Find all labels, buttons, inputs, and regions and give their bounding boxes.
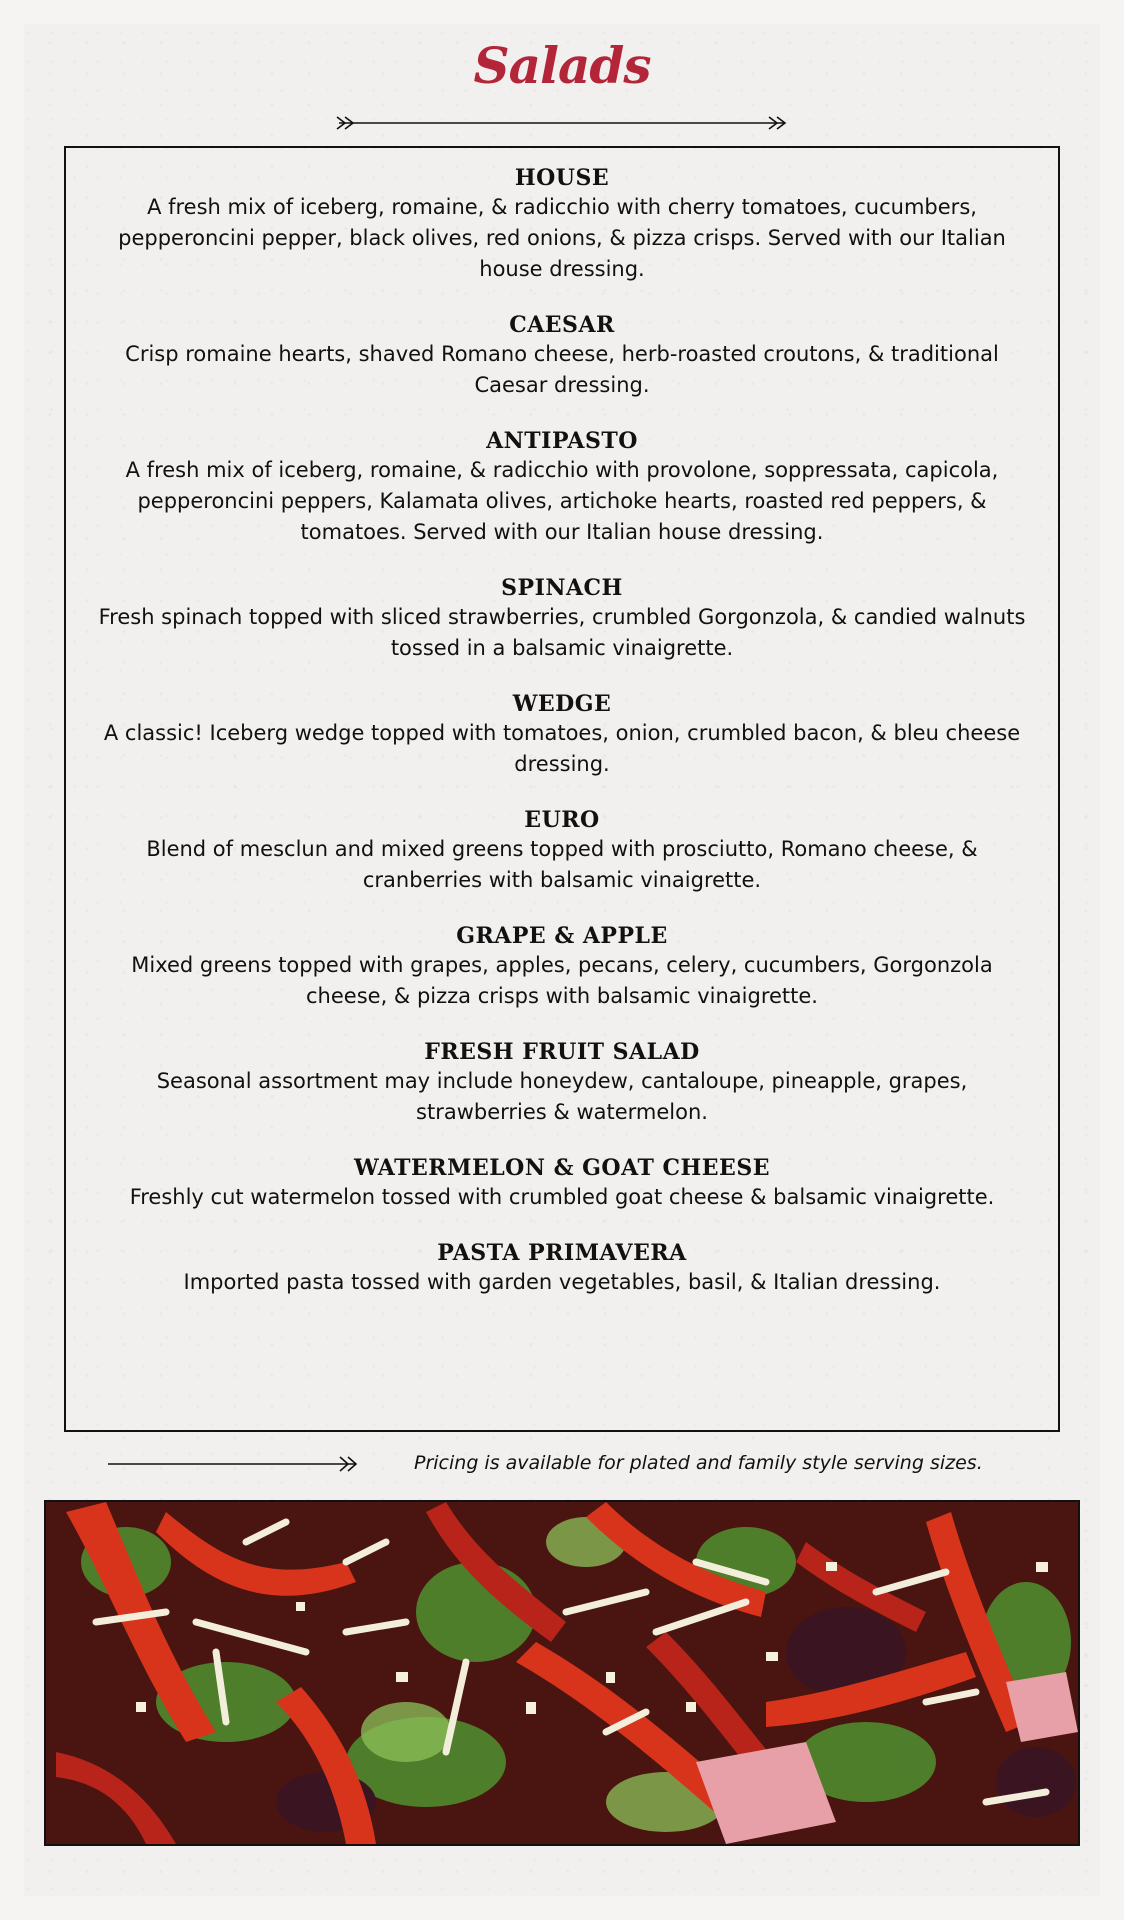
page-title: Salads — [473, 36, 651, 95]
item-description: Fresh spinach topped with sliced strawberries, crumbled Gorgonzola, & candied walnuts tossed in a balsamic vinaigrette. — [98, 605, 1026, 660]
item-name: EURO — [524, 807, 600, 833]
item-description: Freshly cut watermelon tossed with crumbled goat cheese & balsamic vinaigrette. — [129, 1185, 995, 1209]
item-name: GRAPE & APPLE — [456, 923, 668, 949]
item-description: A fresh mix of iceberg, romaine, & radicchio with cherry tomatoes, cucumbers, pepperoncini pepper, black olives, red onions, & pizza crisps. Served with our Italian house dressing. — [118, 195, 1006, 281]
menu-item-grape-apple — [66, 922, 1058, 1012]
menu-item-pasta-primavera — [66, 1239, 1058, 1298]
item-description: Blend of mesclun and mixed greens topped with prosciutto, Romano cheese, & cranberries with balsamic vinaigrette. — [146, 837, 978, 892]
item-description: Imported pasta tossed with garden vegetables, basil, & Italian dressing. — [183, 1270, 941, 1294]
menu-item-wedge — [66, 690, 1058, 780]
pricing-note-text: Pricing is available for plated and family style serving sizes. — [414, 1452, 983, 1474]
item-name: FRESH FRUIT SALAD — [424, 1039, 700, 1065]
item-name: HOUSE — [514, 165, 610, 191]
menu-item-fresh-fruit-salad — [66, 1038, 1058, 1128]
menu-item-caesar — [66, 311, 1058, 401]
double-chevron-arrow-icon — [333, 112, 793, 134]
item-name: SPINACH — [501, 575, 623, 601]
item-description: Crisp romaine hearts, shaved Romano cheese, herb-roasted croutons, & traditional Caesar dressing. — [125, 342, 999, 397]
menu-item-watermelon-goat-cheese — [66, 1154, 1058, 1213]
item-name: PASTA PRIMAVERA — [437, 1240, 687, 1266]
item-name: WATERMELON & GOAT CHEESE — [354, 1155, 770, 1181]
item-description: Mixed greens topped with grapes, apples, pecans, celery, cucumbers, Gorgonzola cheese, & pizza crisps with balsamic vinaigrette. — [131, 953, 993, 1008]
item-description: Seasonal assortment may include honeydew, cantaloupe, pineapple, grapes, strawberries & watermelon. — [156, 1069, 968, 1124]
salad-photo — [44, 1500, 1080, 1846]
item-name: CAESAR — [509, 312, 615, 338]
menu-item-spinach — [66, 574, 1058, 664]
arrow-right-icon — [108, 1452, 360, 1476]
pricing-note — [108, 1452, 1008, 1476]
item-description: A fresh mix of iceberg, romaine, & radicchio with provolone, soppressata, capicola, pepperoncini peppers, Kalamata olives, artichoke hearts, roasted red peppers, & tomatoes. Served with our Italian house dressing. — [125, 458, 999, 544]
item-name: ANTIPASTO — [486, 428, 638, 454]
menu-item-house — [66, 164, 1058, 285]
item-description: A classic! Iceberg wedge topped with tomatoes, onion, crumbled bacon, & bleu cheese dressing. — [103, 721, 1021, 776]
menu-list — [64, 146, 1060, 1432]
menu-item-euro — [66, 806, 1058, 896]
item-name: WEDGE — [512, 691, 612, 717]
menu-item-antipasto — [66, 427, 1058, 548]
